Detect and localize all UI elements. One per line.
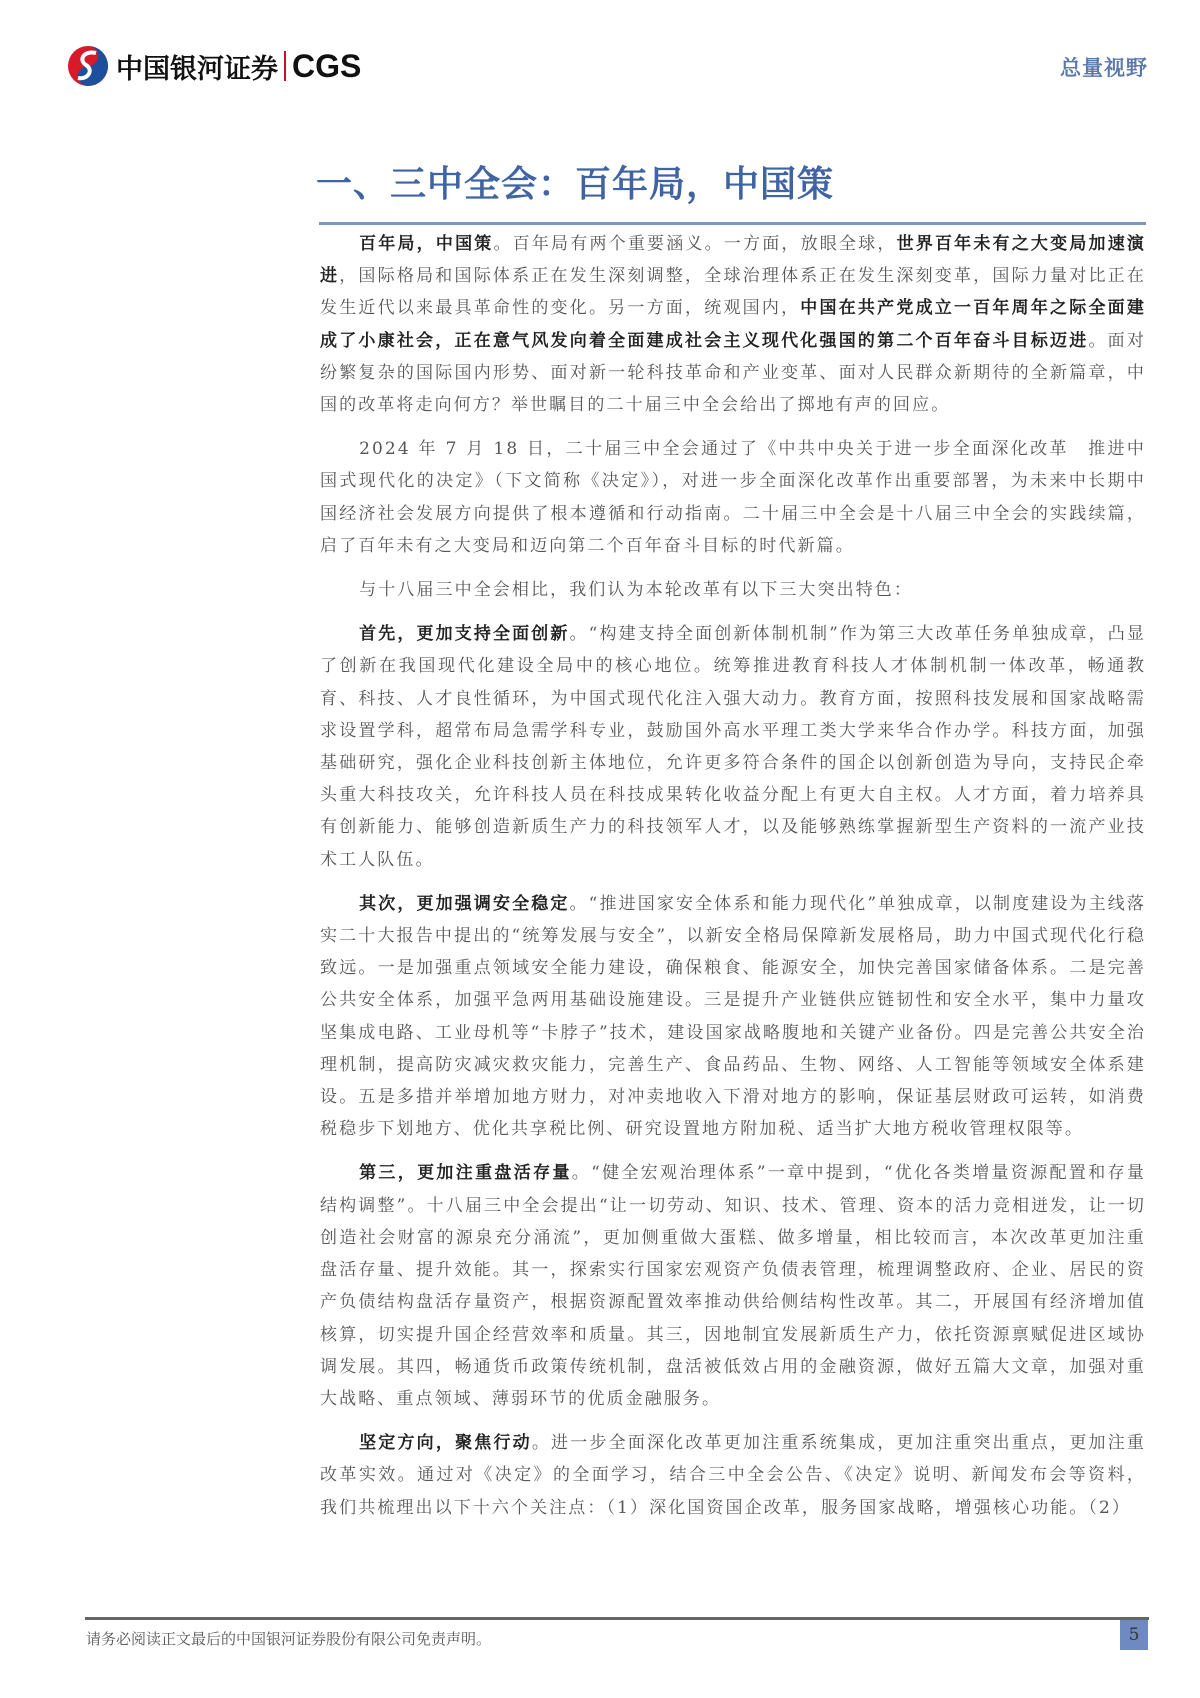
text: 。“构建支持全面创新体制机制”作为第三大改革任务单独成章，凸显了创新在我国现代化建设全局中的核心地位。统筹推进教育科技人才体制机制一体改革，畅通教育、科技、人才良性循环，为中国式现代化注入强大动力。教育方面，按照科技发展和国家战略需求设置学科，超常布局急需学科专业，鼓励国外高水平理工类大学来华合作办学。科技方面，加强基础研究，强化企业科技创新主体地位，允许更多符合条件的国企以创新创造为导向，支持民企牵头重大科技攻关，允许科技人员在科技成果转化收益分配上有更大自主权。人才方面，着力培养具有创新能力、能够创造新质生产力的科技领军人才，以及能够熟练掌握新型生产资料的一流产业技术工人队伍。 xyxy=(320,624,1146,870)
text: 2024 年 7 月 18 日，二十届三中全会通过了《中共中央关于进一步全面深化改革 推进中国式现代化的决定》（下文简称《决定》），对进一步全面深化改革作出重要部署，为未来中长期中国经济社会发展方向提供了根本遵循和行动指南。二十届三中全会是十八届三中全会的实践续篇，启了百年未有之大变局和迈向第二个百年奋斗目标的时代新篇。 xyxy=(320,439,1146,556)
paragraph xyxy=(320,888,1146,1146)
text: 。面对纷繁复杂的国际国内形势、面对新一轮科技革命和产业变革、面对人民群众新期待的全新篇章，中国的改革将走向何方？举世瞩目的二十届三中全会给出了掷地有声的回应。 xyxy=(320,330,1146,416)
bold-text: 首先，更加支持全面创新 xyxy=(359,624,570,645)
logo-chinese-name: 中国银河证券 xyxy=(116,53,278,85)
paragraph xyxy=(320,433,1146,562)
section-label: 总量视野 xyxy=(1060,55,1148,80)
cgs-logo-icon xyxy=(66,44,110,88)
bold-text: 中国在共产党成立一百年周年之际全面建成了小康社会，正在意气风发向着全面建成社会主义现代化强国的第二个百年奋斗目标迈进 xyxy=(320,298,1146,351)
text: ，国际格局和国际体系正在发生深刻调整，全球治理体系正在发生深刻变革，国际力量对比正在发生近代以来最具革命性的变化。另一方面，统观国内， xyxy=(320,266,1146,319)
text: 。“推进国家安全体系和能力现代化”单独成章，以制度建设为主线落实二十大报告中提出的“统筹发展与安全”，以新安全格局保障新发展格局，助力中国式现代化行稳致远。一是加强重点领域安全能力建设，确保粮食、能源安全，加快完善国家储备体系。二是完善公共安全体系，加强平急两用基础设施建设。三是提升产业链供应链韧性和安全水平，集中力量攻坚集成电路、工业母机等“卡脖子”技术，建设国家战略腹地和关键产业备份。四是完善公共安全治理机制，提高防灾减灾救灾能力，完善生产、食品药品、生物、网络、人工智能等领域安全体系建设。五是多措并举增加地方财力，对冲卖地收入下滑对地方的影响，保证基层财政可运转，如消费税稳步下划地方、优化共享税比例、研究设置地方附加税、适当扩大地方税收管理权限等。 xyxy=(320,893,1146,1140)
bold-text: 世界百年未有之大变局加速演进 xyxy=(320,234,1146,287)
paragraph xyxy=(320,228,1146,421)
paragraph xyxy=(320,1157,1146,1415)
bold-text: 其次，更加强调安全稳定 xyxy=(359,893,570,914)
logo-english-name: CGS xyxy=(292,47,362,84)
page-number: 5 xyxy=(1120,1620,1148,1650)
title-divider xyxy=(319,222,1146,225)
footer-divider xyxy=(85,1617,1149,1620)
paragraph xyxy=(320,1427,1146,1524)
footer-disclaimer: 请务必阅读正文最后的中国银河证券股份有限公司免责声明。 xyxy=(86,1630,492,1648)
bold-text: 第三，更加注重盘活存量 xyxy=(359,1163,572,1184)
body-text xyxy=(320,228,1146,1536)
section-title: 一、三中全会：百年局，中国策 xyxy=(316,163,835,205)
bold-text: 百年局，中国策 xyxy=(359,234,494,254)
text: 与十八届三中全会相比，我们认为本轮改革有以下三大突出特色： xyxy=(359,580,913,601)
text: 。“健全宏观治理体系”一章中提到，“优化各类增量资源配置和存量结构调整”。十八届三中全会提出“让一切劳动、知识、技术、管理、资本的活力竞相迸发，让一切创造社会财富的源泉充分涌流”，更加侧重做大蛋糕、做多增量，相比较而言，本次改革更加注重盘活存量、提升效能。其一，探索实行国家宏观资产负债表管理，梳理调整政府、企业、居民的资产负债结构盘活存量资产，根据资源配置效率推动供给侧结构性改革。其二，开展国有经济增加值核算，切实提升国企经营效率和质量。其三，因地制宜发展新质生产力，依托资源禀赋促进区域协调发展。其四，畅通货币政策传统机制，盘活被低效占用的金融资源，做好五篇大文章，加强对重大战略、重点领域、薄弱环节的优质金融服务。 xyxy=(320,1163,1146,1409)
logo-separator xyxy=(284,51,286,81)
paragraph xyxy=(320,574,1146,606)
company-logo xyxy=(66,44,361,88)
text: 。百年局有两个重要涵义。一方面，放眼全球， xyxy=(493,234,897,254)
bold-text: 坚定方向，聚焦行动 xyxy=(359,1433,532,1454)
paragraph xyxy=(320,618,1146,876)
text: 。进一步全面深化改革更加注重系统集成，更加注重突出重点，更加注重改革实效。通过对《决定》的全面学习，结合三中全会公告、《决定》说明、新闻发布会等资料，我们共梳理出以下十六个关注点：（1）深化国资国企改革，服务国家战略，增强核心功能。（2） xyxy=(320,1433,1147,1518)
